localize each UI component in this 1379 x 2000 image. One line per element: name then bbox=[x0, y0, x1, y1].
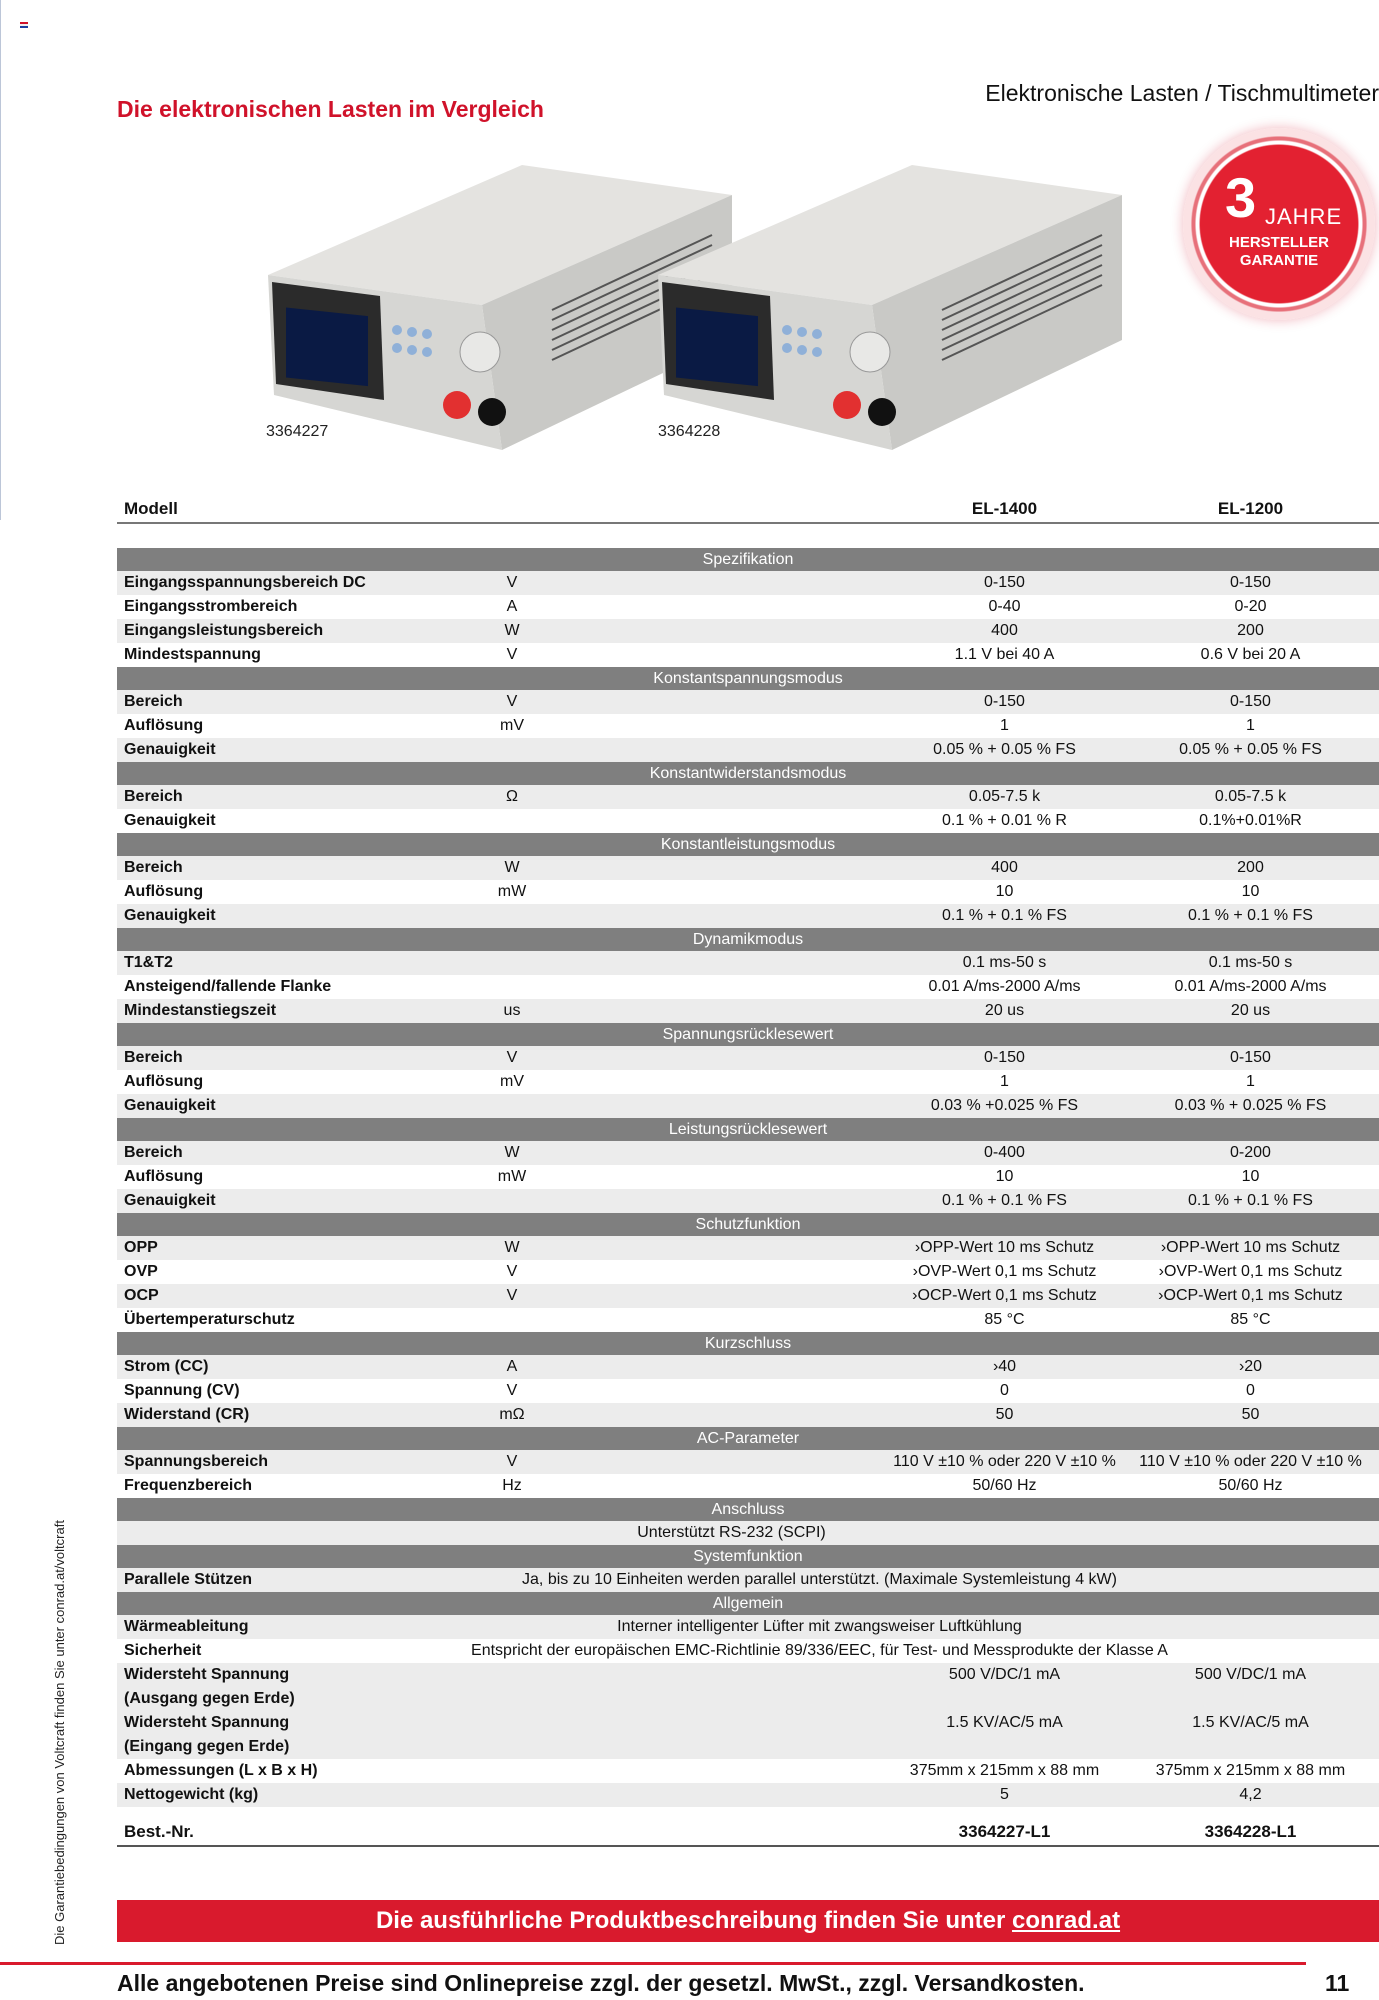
table-row bbox=[117, 1450, 1379, 1474]
table-row bbox=[117, 1046, 1379, 1070]
row-label: Nettogewicht (kg) bbox=[124, 1786, 259, 1803]
product-caption-2: 3364228 bbox=[658, 423, 721, 440]
category-title: Elektronische Lasten / Tischmultimeter bbox=[985, 80, 1379, 106]
table-row bbox=[117, 785, 1379, 809]
row-unit: mW bbox=[497, 883, 527, 900]
value-model-2: 0-20 bbox=[1234, 598, 1267, 615]
row-unit: V bbox=[506, 1049, 518, 1066]
model-header-row bbox=[117, 496, 1379, 524]
value-model-2: 0-150 bbox=[1230, 693, 1271, 710]
row-unit: V bbox=[506, 1263, 518, 1280]
warranty-badge bbox=[1183, 128, 1375, 320]
value-model-1: 375mm x 215mm x 88 mm bbox=[909, 1762, 1100, 1779]
value-model-2: 85 °C bbox=[1230, 1311, 1271, 1328]
value-model-2: 0-150 bbox=[1230, 1049, 1271, 1066]
value-model-2: ›20 bbox=[1238, 1358, 1263, 1375]
spec-section bbox=[117, 833, 1379, 928]
row-label: Sicherheit bbox=[124, 1642, 202, 1659]
value-model-1: 500 V/DC/1 mA bbox=[948, 1666, 1061, 1683]
value-model-1: 1 bbox=[1000, 1073, 1009, 1090]
value-model-1: 0.01 A/ms-2000 A/ms bbox=[928, 978, 1081, 995]
row-label: Genauigkeit bbox=[124, 1097, 216, 1114]
row-label: OCP bbox=[124, 1287, 159, 1304]
spec-section bbox=[117, 1427, 1379, 1498]
row-span-value: Ja, bis zu 10 Einheiten werden parallel unterstützt. (Maximale Systemleistung 4 kW) bbox=[522, 1571, 1117, 1588]
row-label: Bereich bbox=[124, 1049, 183, 1066]
table-row bbox=[117, 904, 1379, 928]
spec-section bbox=[117, 548, 1379, 667]
row-label: Genauigkeit bbox=[124, 907, 216, 924]
value-model-1: 20 us bbox=[984, 1002, 1025, 1019]
row-label: Strom (CC) bbox=[124, 1358, 209, 1375]
value-model-2: 110 V ±10 % oder 220 V ±10 % bbox=[1139, 1453, 1362, 1470]
row-label: Auflösung bbox=[124, 1168, 204, 1185]
value-model-1: ›40 bbox=[992, 1358, 1017, 1375]
value-model-2: 0 bbox=[1246, 1382, 1255, 1399]
value-model-1: 50/60 Hz bbox=[972, 1477, 1037, 1494]
row-unit: V bbox=[506, 1287, 518, 1304]
table-row bbox=[117, 1355, 1379, 1379]
value-model-1: 1.5 KV/AC/5 mA bbox=[946, 1714, 1063, 1731]
spec-section bbox=[117, 667, 1379, 762]
row-unit: W bbox=[504, 1144, 520, 1161]
row-unit: W bbox=[504, 622, 520, 639]
row-unit: mV bbox=[500, 717, 524, 734]
table-row bbox=[117, 999, 1379, 1023]
value-model-1: 0.05 % + 0.05 % FS bbox=[933, 741, 1076, 758]
table-row bbox=[117, 1783, 1379, 1807]
spec-section bbox=[117, 762, 1379, 833]
table-row bbox=[117, 1236, 1379, 1260]
section-header: Schutzfunktion bbox=[117, 1213, 1379, 1236]
section-systemfunktion bbox=[117, 1545, 1379, 1592]
row-label: OVP bbox=[124, 1263, 158, 1280]
row-label: Bereich bbox=[124, 788, 183, 805]
table-row bbox=[117, 738, 1379, 762]
row-label: Mindestanstiegszeit bbox=[124, 1002, 277, 1019]
section-header: Systemfunktion bbox=[117, 1545, 1379, 1568]
comparison-table bbox=[117, 496, 1379, 1847]
row-label: Auflösung bbox=[124, 883, 204, 900]
row-label: Eingangsspannungsbereich DC bbox=[124, 574, 366, 591]
row-unit: Ω bbox=[506, 788, 518, 805]
section-header: Leistungsrücklesewert bbox=[117, 1118, 1379, 1141]
value-model-1: 0.03 % +0.025 % FS bbox=[930, 1097, 1079, 1114]
table-row bbox=[117, 1141, 1379, 1165]
value-model-1: ›OPP-Wert 10 ms Schutz bbox=[914, 1239, 1095, 1256]
footer-divider bbox=[0, 1962, 1306, 1965]
table-row bbox=[117, 1094, 1379, 1118]
row-span-value: Interner intelligenter Lüfter mit zwangsweiser Luftkühlung bbox=[617, 1618, 1022, 1635]
row-label: Widerstand (CR) bbox=[124, 1406, 250, 1423]
spec-section bbox=[117, 1213, 1379, 1332]
row-label-sub: (Eingang gegen Erde) bbox=[124, 1738, 290, 1755]
row-label: Auflösung bbox=[124, 1073, 204, 1090]
banner-text: Die ausführliche Produktbeschreibung finden Sie unter bbox=[375, 1907, 1013, 1934]
row-label: Frequenzbereich bbox=[124, 1477, 253, 1494]
value-model-1: 1 bbox=[1000, 717, 1009, 734]
page-number: 11 bbox=[1325, 1970, 1350, 1996]
table-row bbox=[117, 1403, 1379, 1427]
row-unit: W bbox=[504, 1239, 520, 1256]
order-number-label: Best.-Nr. bbox=[124, 1822, 194, 1841]
row-label: Genauigkeit bbox=[124, 812, 216, 829]
table-row bbox=[117, 1521, 1379, 1545]
row-label: Übertemperaturschutz bbox=[124, 1311, 295, 1328]
section-header: Spannungsrücklesewert bbox=[117, 1023, 1379, 1046]
row-unit: V bbox=[506, 646, 518, 663]
spec-section bbox=[117, 1023, 1379, 1118]
value-model-2: 50 bbox=[1241, 1406, 1260, 1423]
value-model-2: 200 bbox=[1237, 859, 1264, 876]
product-caption-1: 3364227 bbox=[266, 423, 329, 440]
flag-icon bbox=[20, 22, 28, 28]
table-row bbox=[117, 643, 1379, 667]
value-model-2: 0.1 ms-50 s bbox=[1208, 954, 1293, 971]
value-model-1: 5 bbox=[1000, 1786, 1009, 1803]
value-model-1: 1.1 V bei 40 A bbox=[954, 646, 1055, 663]
row-unit: A bbox=[506, 598, 518, 615]
value-model-2: 0.05-7.5 k bbox=[1214, 788, 1287, 805]
section-allgemein bbox=[117, 1592, 1379, 1807]
row-unit: mW bbox=[497, 1168, 527, 1185]
value-model-1: 0.1 % + 0.1 % FS bbox=[942, 907, 1067, 924]
left-margin-rule bbox=[0, 0, 1, 520]
value-model-2: 0-150 bbox=[1230, 574, 1271, 591]
row-label: OPP bbox=[124, 1239, 158, 1256]
anschluss-value: Unterstützt RS-232 (SCPI) bbox=[637, 1524, 826, 1541]
value-model-1: 10 bbox=[995, 883, 1014, 900]
row-label: Spannungsbereich bbox=[124, 1453, 269, 1470]
table-row bbox=[117, 880, 1379, 904]
table-row bbox=[117, 809, 1379, 833]
table-row bbox=[117, 690, 1379, 714]
model-label: Modell bbox=[124, 499, 178, 518]
row-unit: V bbox=[506, 693, 518, 710]
value-model-2: 1 bbox=[1246, 1073, 1255, 1090]
row-unit: mV bbox=[500, 1073, 524, 1090]
section-header: Kurzschluss bbox=[117, 1332, 1379, 1355]
row-label: Auflösung bbox=[124, 717, 204, 734]
value-model-1: 400 bbox=[991, 622, 1018, 639]
row-label: Ansteigend/fallende Flanke bbox=[124, 978, 332, 995]
value-model-2: 0.1 % + 0.1 % FS bbox=[1188, 1192, 1313, 1209]
value-model-1: 10 bbox=[995, 1168, 1014, 1185]
section-header: AC-Parameter bbox=[117, 1427, 1379, 1450]
table-row bbox=[117, 1615, 1379, 1639]
row-label: Parallele Stützen bbox=[124, 1571, 253, 1588]
row-label: Genauigkeit bbox=[124, 741, 216, 758]
table-row bbox=[117, 1639, 1379, 1663]
value-model-2: 1.5 KV/AC/5 mA bbox=[1192, 1714, 1309, 1731]
table-row bbox=[117, 951, 1379, 975]
value-model-1: 0-40 bbox=[988, 598, 1021, 615]
table-row bbox=[117, 1663, 1379, 1711]
product-image-el1200 bbox=[652, 160, 1122, 450]
row-label: Bereich bbox=[124, 859, 183, 876]
row-label: Widersteht Spannung bbox=[124, 1714, 290, 1731]
table-row bbox=[117, 856, 1379, 880]
value-model-2: 200 bbox=[1237, 622, 1264, 639]
row-unit: A bbox=[506, 1358, 518, 1375]
value-model-2: ›OCP-Wert 0,1 ms Schutz bbox=[1158, 1287, 1343, 1304]
value-model-1: 50 bbox=[995, 1406, 1014, 1423]
row-unit: us bbox=[503, 1002, 521, 1019]
table-row bbox=[117, 1379, 1379, 1403]
table-row bbox=[117, 1260, 1379, 1284]
value-model-1: 0-150 bbox=[984, 693, 1025, 710]
value-model-2: 0-200 bbox=[1230, 1144, 1271, 1161]
value-model-2: ›OPP-Wert 10 ms Schutz bbox=[1160, 1239, 1341, 1256]
table-row bbox=[117, 714, 1379, 738]
section-header: Allgemein bbox=[117, 1592, 1379, 1615]
value-model-1: 85 °C bbox=[984, 1311, 1025, 1328]
row-label: Bereich bbox=[124, 693, 183, 710]
value-model-1: 0 bbox=[1000, 1382, 1009, 1399]
badge-word: JAHRE bbox=[1265, 204, 1343, 229]
value-model-2: 375mm x 215mm x 88 mm bbox=[1155, 1762, 1346, 1779]
value-model-2: 0.6 V bei 20 A bbox=[1200, 646, 1301, 663]
table-row bbox=[117, 571, 1379, 595]
table-row bbox=[117, 619, 1379, 643]
table-row bbox=[117, 1568, 1379, 1592]
section-header: Spezifikation bbox=[117, 548, 1379, 571]
model-name-1: EL-1400 bbox=[971, 499, 1038, 518]
value-model-2: 1 bbox=[1246, 717, 1255, 734]
badge-number: 3 bbox=[1225, 166, 1257, 229]
table-row bbox=[117, 1759, 1379, 1783]
value-model-1: 0-400 bbox=[984, 1144, 1025, 1161]
table-row bbox=[117, 1284, 1379, 1308]
table-row bbox=[117, 1189, 1379, 1213]
row-label: Eingangsleistungsbereich bbox=[124, 622, 324, 639]
row-label: Wärmeableitung bbox=[124, 1618, 249, 1635]
section-anschluss bbox=[117, 1498, 1379, 1545]
value-model-2: 0.1 % + 0.1 % FS bbox=[1188, 907, 1313, 924]
row-label: Genauigkeit bbox=[124, 1192, 216, 1209]
spec-section bbox=[117, 1332, 1379, 1427]
section-header: Anschluss bbox=[117, 1498, 1379, 1521]
value-model-1: 0-150 bbox=[984, 574, 1025, 591]
value-model-2: 20 us bbox=[1230, 1002, 1271, 1019]
row-label: Abmessungen (L x B x H) bbox=[124, 1762, 318, 1779]
warranty-note: Die Garantiebedingungen von Voltcraft finden Sie unter conrad.at/voltcraft bbox=[52, 1520, 67, 1945]
spec-sections bbox=[117, 548, 1379, 1498]
value-model-1: 110 V ±10 % oder 220 V ±10 % bbox=[893, 1453, 1116, 1470]
row-unit: V bbox=[506, 574, 518, 591]
info-banner bbox=[117, 1900, 1379, 1942]
banner-link[interactable]: conrad.at bbox=[1012, 1907, 1121, 1934]
value-model-1: 0.05-7.5 k bbox=[968, 788, 1041, 805]
table-row bbox=[117, 1474, 1379, 1498]
row-unit: W bbox=[504, 859, 520, 876]
table-row bbox=[117, 1165, 1379, 1189]
row-unit: Hz bbox=[502, 1477, 522, 1494]
row-label: Eingangsstrombereich bbox=[124, 598, 298, 615]
value-model-2: 10 bbox=[1241, 1168, 1260, 1185]
value-model-2: 0.1%+0.01%R bbox=[1199, 812, 1302, 829]
row-unit: V bbox=[506, 1453, 518, 1470]
value-model-2: 500 V/DC/1 mA bbox=[1194, 1666, 1307, 1683]
value-model-1: ›OCP-Wert 0,1 ms Schutz bbox=[912, 1287, 1097, 1304]
section-header: Konstantleistungsmodus bbox=[117, 833, 1379, 856]
value-model-1: 0-150 bbox=[984, 1049, 1025, 1066]
value-model-1: 0.1 % + 0.01 % R bbox=[942, 812, 1067, 829]
table-row bbox=[117, 595, 1379, 619]
value-model-1: ›OVP-Wert 0,1 ms Schutz bbox=[912, 1263, 1097, 1280]
value-model-1: 0.1 ms-50 s bbox=[962, 954, 1047, 971]
row-label: Widersteht Spannung bbox=[124, 1666, 290, 1683]
value-model-2: 0.01 A/ms-2000 A/ms bbox=[1174, 978, 1327, 995]
order-number-2: 3364228-L1 bbox=[1204, 1822, 1297, 1841]
badge-line2: GARANTIE bbox=[1239, 252, 1319, 269]
spec-section bbox=[117, 1118, 1379, 1213]
table-row bbox=[117, 1711, 1379, 1759]
order-number-row bbox=[117, 1819, 1379, 1847]
section-header: Konstantwiderstandsmodus bbox=[117, 762, 1379, 785]
value-model-2: 4,2 bbox=[1239, 1786, 1262, 1803]
value-model-2: 0.05 % + 0.05 % FS bbox=[1179, 741, 1322, 758]
order-number-1: 3364227-L1 bbox=[958, 1822, 1051, 1841]
table-row bbox=[117, 1070, 1379, 1094]
row-label: Bereich bbox=[124, 1144, 183, 1161]
spec-section bbox=[117, 928, 1379, 1023]
badge-line1: HERSTELLER bbox=[1228, 234, 1329, 251]
value-model-2: 10 bbox=[1241, 883, 1260, 900]
section-header: Dynamikmodus bbox=[117, 928, 1379, 951]
table-row bbox=[117, 975, 1379, 999]
model-name-2: EL-1200 bbox=[1217, 499, 1284, 518]
footer-price-note: Alle angebotenen Preise sind Onlinepreise zzgl. der gesetzl. MwSt., zzgl. Versandkosten. bbox=[117, 1970, 1085, 1996]
value-model-2: 50/60 Hz bbox=[1218, 1477, 1283, 1494]
row-label: Mindestspannung bbox=[124, 646, 261, 663]
row-label-sub: (Ausgang gegen Erde) bbox=[124, 1690, 295, 1707]
row-span-value: Entspricht der europäischen EMC-Richtlinie 89/336/EEC, für Test- und Messprodukte der Klasse A bbox=[471, 1642, 1168, 1659]
table-row bbox=[117, 1308, 1379, 1332]
section-title: Die elektronischen Lasten im Vergleich bbox=[117, 96, 544, 122]
value-model-1: 400 bbox=[991, 859, 1018, 876]
row-label: T1&T2 bbox=[124, 954, 173, 971]
row-label: Spannung (CV) bbox=[124, 1382, 240, 1399]
row-unit: mΩ bbox=[499, 1406, 525, 1423]
value-model-1: 0.1 % + 0.1 % FS bbox=[942, 1192, 1067, 1209]
value-model-2: ›OVP-Wert 0,1 ms Schutz bbox=[1158, 1263, 1343, 1280]
value-model-2: 0.03 % + 0.025 % FS bbox=[1174, 1097, 1327, 1114]
section-header: Konstantspannungsmodus bbox=[117, 667, 1379, 690]
row-unit: V bbox=[506, 1382, 518, 1399]
